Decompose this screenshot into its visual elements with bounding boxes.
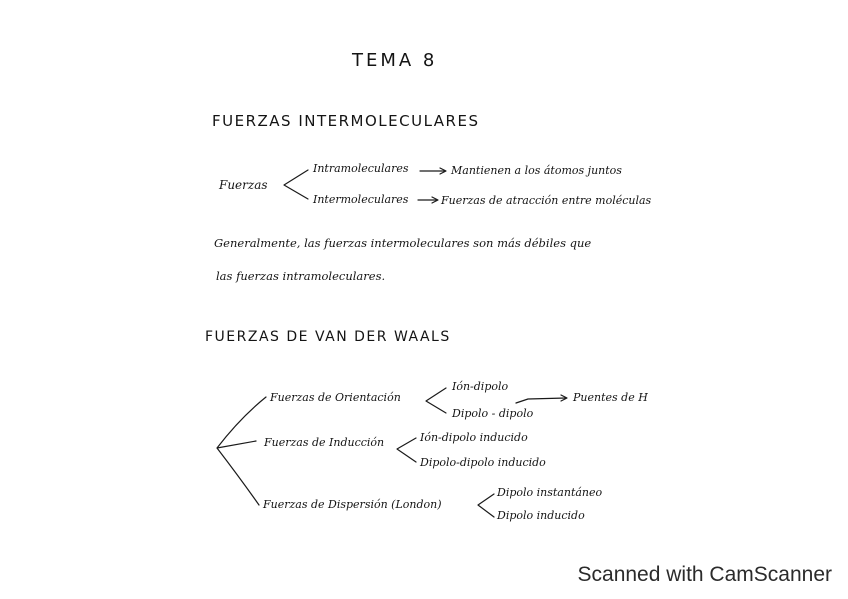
note-line-1: Generalmente, las fuerzas intermoleculares son más débiles que	[214, 236, 592, 250]
branch-intramolecular-result: Mantienen a los átomos juntos	[451, 164, 622, 177]
page-title: TEMA 8	[352, 50, 438, 71]
dipole-dipole-item: Dipolo - dipolo	[452, 407, 534, 420]
scanner-watermark: Scanned with CamScanner	[577, 563, 832, 586]
dispersion-bracket	[478, 494, 494, 517]
ion-induced-dipole-item: Ión-dipolo inducido	[420, 431, 528, 444]
arrow-icon	[420, 168, 446, 174]
orientation-forces-label: Fuerzas de Orientación	[270, 391, 401, 404]
dispersion-forces-label: Fuerzas de Dispersión (London)	[263, 498, 442, 511]
branch-intermolecular-result: Fuerzas de atracción entre moléculas	[441, 194, 652, 207]
forces-bracket	[284, 170, 308, 199]
arrow-icon	[516, 395, 567, 403]
branch-intramolecular-label: Intramoleculares	[313, 162, 409, 175]
induction-forces-label: Fuerzas de Inducción	[264, 436, 385, 449]
induced-dipole-item: Dipolo inducido	[497, 509, 585, 522]
arrow-icon	[418, 197, 438, 203]
branch-intermolecular-label: Intermoleculares	[313, 193, 409, 206]
section-heading-intermolecular: FUERZAS INTERMOLECULARES	[212, 112, 480, 130]
hydrogen-bonds-label: Puentes de H	[573, 391, 648, 404]
section-heading-van-der-waals: FUERZAS DE VAN DER WAALS	[205, 329, 451, 345]
induction-bracket	[397, 438, 416, 462]
instantaneous-dipole-item: Dipolo instantáneo	[497, 486, 603, 499]
van-der-waals-bracket	[217, 397, 266, 505]
note-line-2: las fuerzas intramoleculares.	[216, 269, 386, 283]
orientation-bracket	[426, 388, 446, 413]
dipole-induced-dipole-item: Dipolo-dipolo inducido	[420, 456, 546, 469]
forces-root-label: Fuerzas	[219, 178, 268, 192]
ion-dipole-item: Ión-dipolo	[452, 380, 509, 393]
